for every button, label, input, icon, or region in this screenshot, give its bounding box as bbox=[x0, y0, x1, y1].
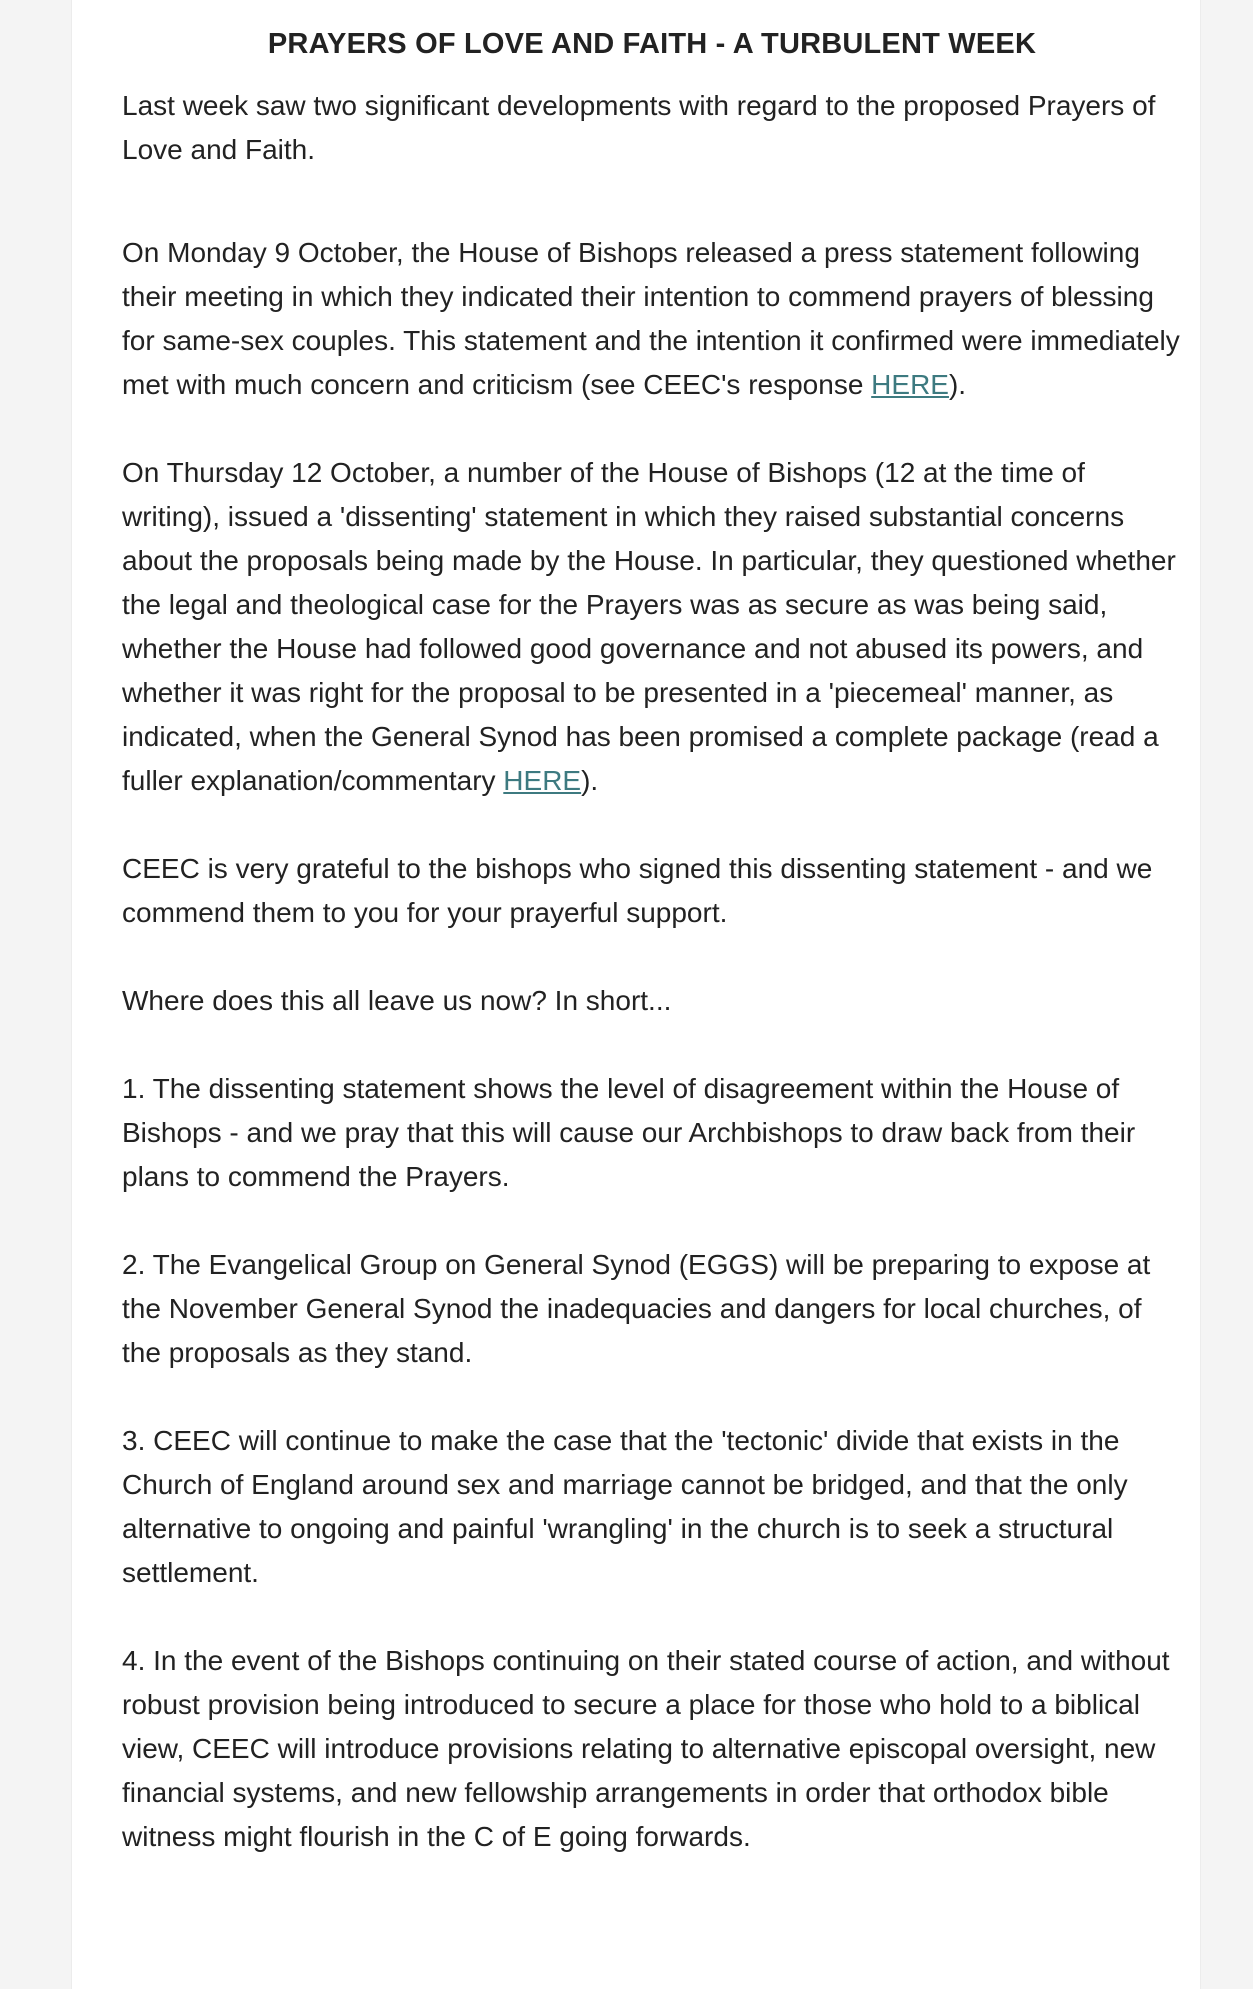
list-point-3: 3. CEEC will continue to make the case that the 'tectonic' divide that exists in the Church of England around sex and marriage cannot be bridged, and that the only alternative to ongoing and painful 'wrangling' in the church is to seek a structural settlement. bbox=[122, 1425, 1128, 1588]
list-point-2: 2. The Evangelical Group on General Synod (EGGS) will be preparing to expose at the November General Synod the inadequacies and dangers for local churches, of the proposals as they stand. bbox=[122, 1249, 1151, 1368]
paragraph-intro: Last week saw two significant developments with regard to the proposed Prayers of Love and Faith. bbox=[122, 90, 1156, 165]
paragraph-press-statement bbox=[122, 231, 1182, 407]
email-card bbox=[72, 0, 1200, 1989]
paragraph-dissenting-statement-end: ). bbox=[581, 765, 599, 796]
list-point-1: 1. The dissenting statement shows the level of disagreement within the House of Bishops - and we pray that this will cause our Archbishops to draw back from their plans to commend the Prayers. bbox=[122, 1073, 1136, 1192]
list-point-4: 4. In the event of the Bishops continuing on their stated course of action, and without robust provision being introduced to secure a place for those who hold to a biblical view, CEEC will introduce provisions relating to alternative episcopal oversight, new financial systems, and new fellowship arrangements in order that orthodox bible witness might flourish in the C of E going forwards. bbox=[122, 1645, 1170, 1852]
here-link-commentary[interactable]: HERE bbox=[503, 765, 582, 796]
paragraph-dissenting-statement-text: On Thursday 12 October, a number of the House of Bishops (12 at the time of writing), issued a 'dissenting' statement in which they raised substantial concerns about the proposals being made by the House. In particular, they questioned whether the legal and theological case for the Prayers was as secure as was being said, whether the House had followed good governance and not abused its powers, and whether it was right for the proposal to be presented in a 'piecemeal' manner, as indicated, when the General Synod has been promised a complete package (read a fuller explanation/commentary bbox=[122, 457, 1176, 796]
paragraph-dissenting-statement bbox=[122, 451, 1182, 803]
paragraph-press-statement-text: On Monday 9 October, the House of Bishops released a press statement following their meeting in which they indicated their intention to commend prayers of blessing for same-sex couples. This statement and the intention it confirmed were immediately met with much concern and criticism (see CEEC's response bbox=[122, 237, 1180, 400]
article-title: PRAYERS OF LOVE AND FAITH - A TURBULENT WEEK bbox=[267, 28, 1037, 60]
paragraph-press-statement-end: ). bbox=[948, 369, 967, 400]
paragraph-gratitude: CEEC is very grateful to the bishops who signed this dissenting statement - and we commend them to you for your prayerful support. bbox=[122, 853, 1153, 928]
article-body bbox=[122, 20, 1182, 1903]
here-link-ceec-response[interactable]: HERE bbox=[871, 369, 949, 400]
paragraph-where-now: Where does this all leave us now? In short... bbox=[122, 985, 672, 1016]
